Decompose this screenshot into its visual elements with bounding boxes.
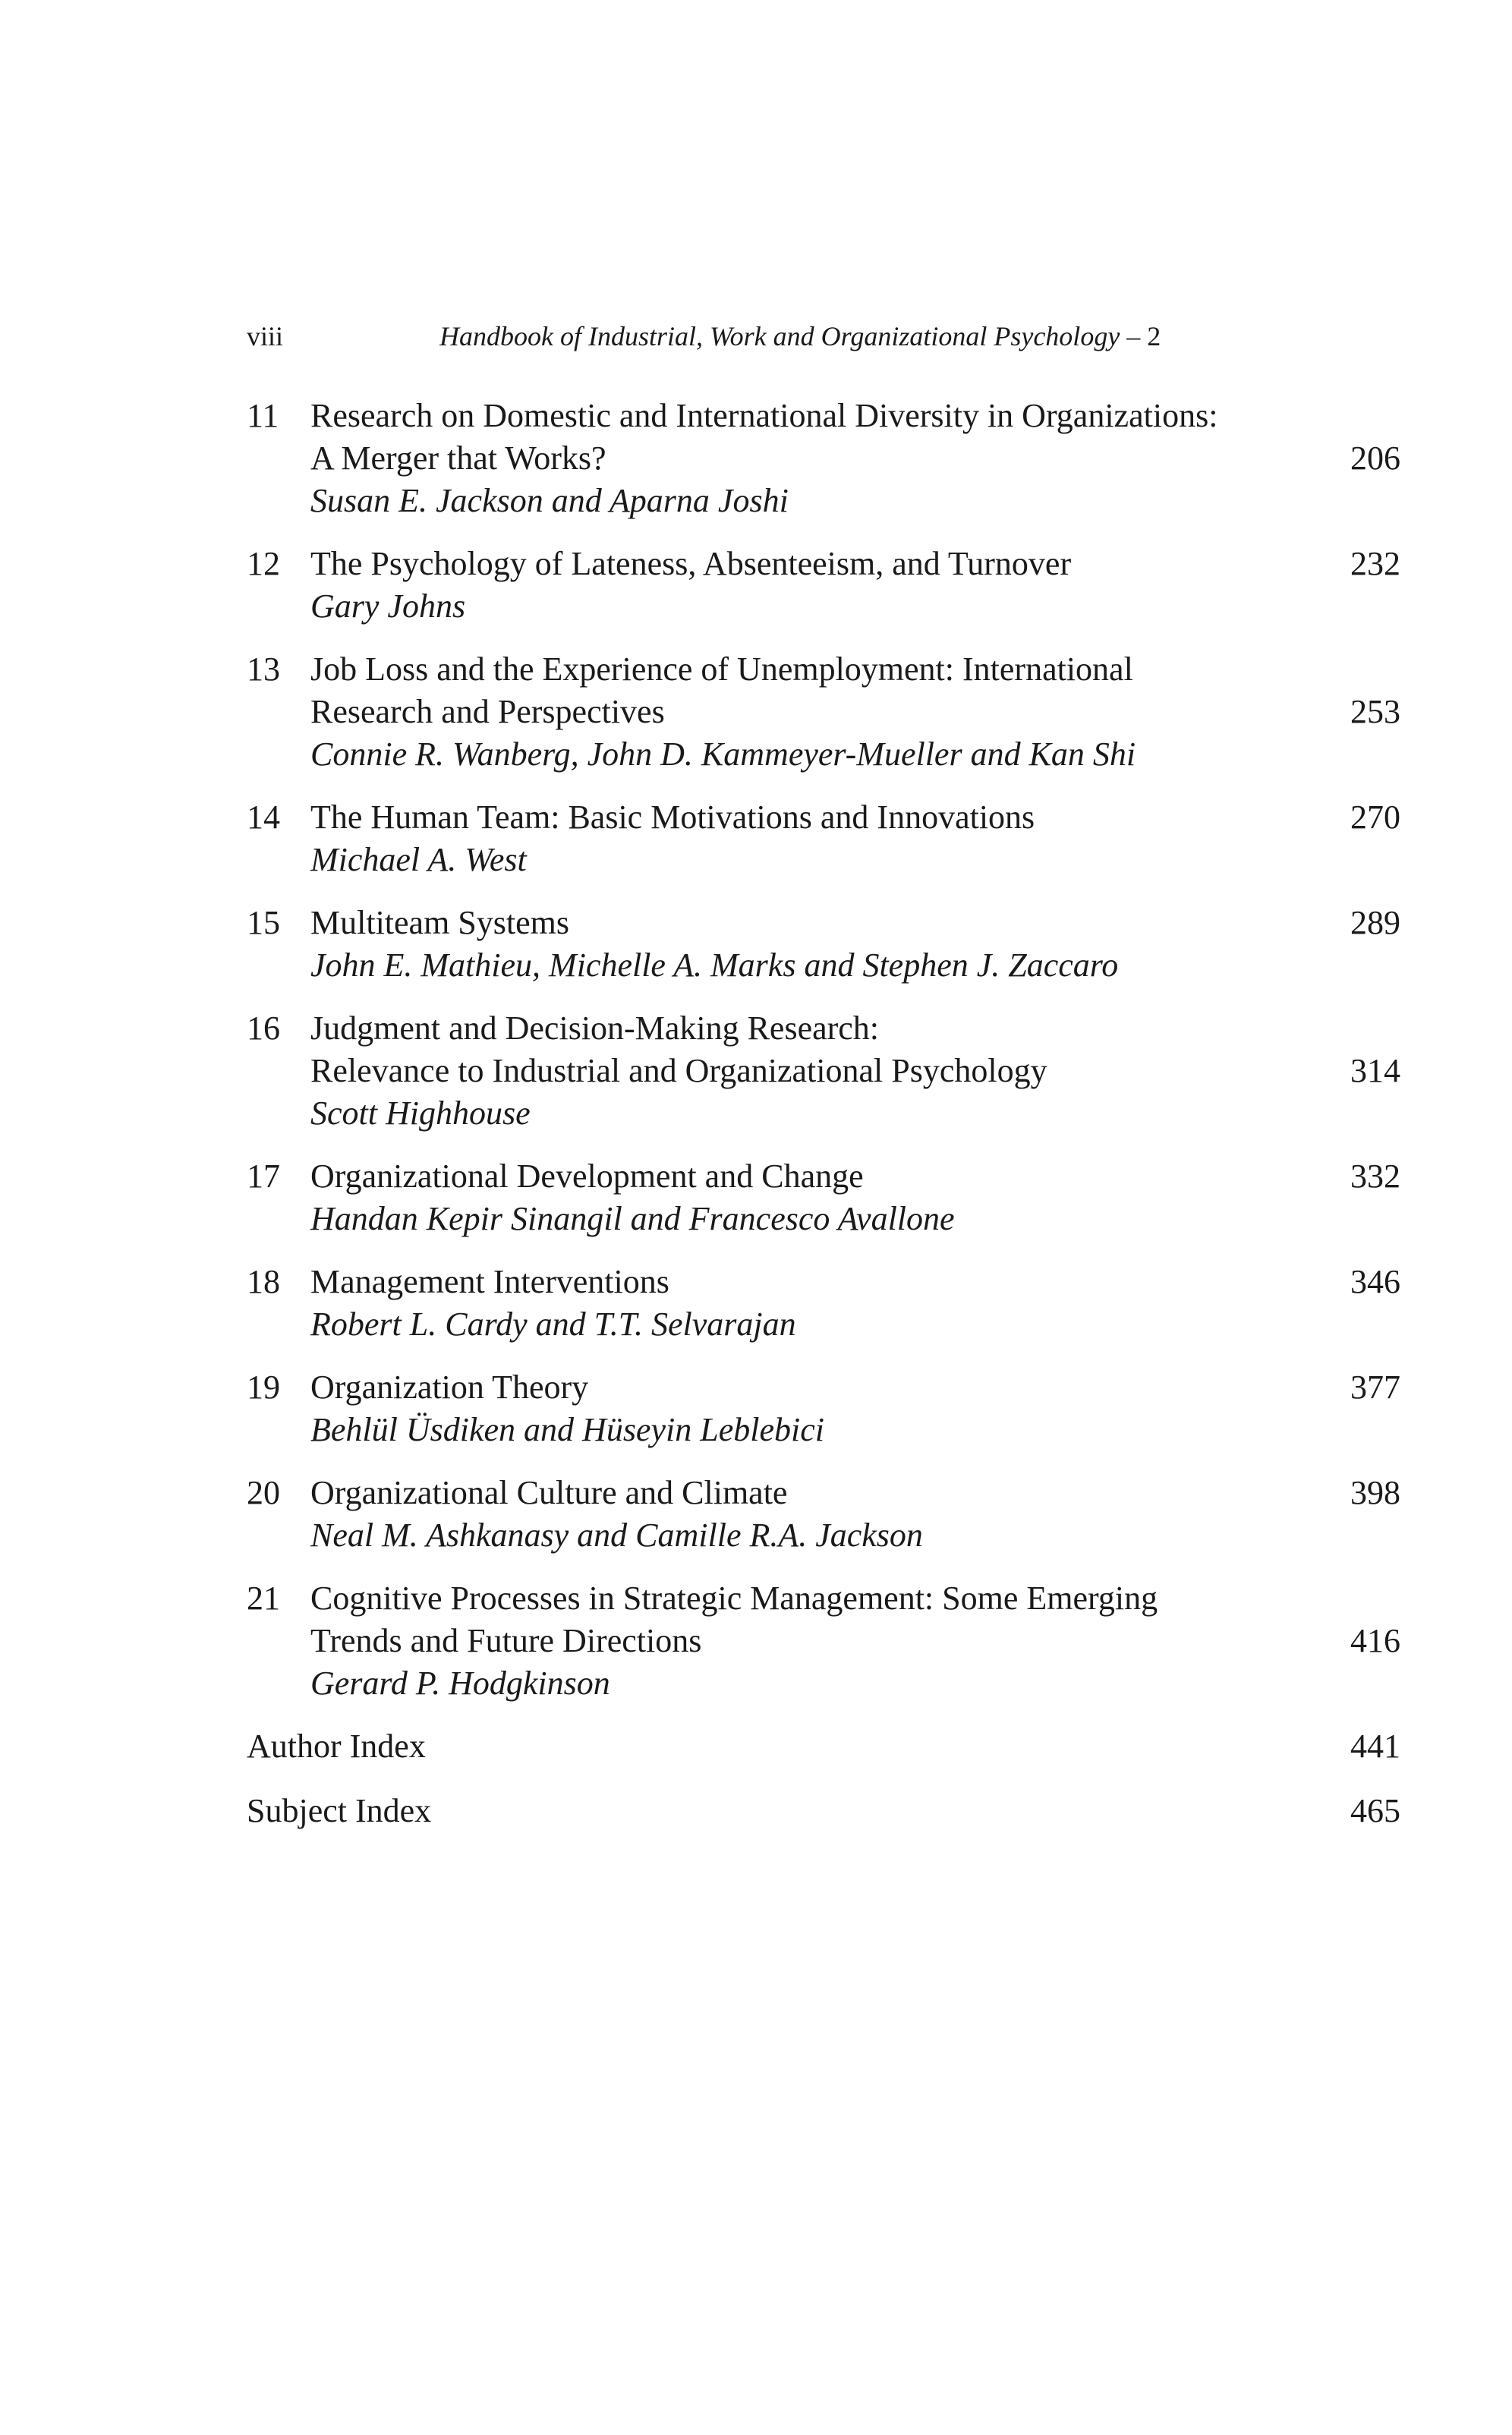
chapter-page-number: 314 [1350, 1052, 1400, 1089]
running-header [247, 317, 1400, 355]
chapter-title-line: Management Interventions [310, 1263, 669, 1300]
chapter-authors: Connie R. Wanberg, John D. Kammeyer-Mueller and Kan Shi [310, 736, 1136, 773]
chapter-page-number: 253 [1350, 693, 1400, 730]
chapter-authors: Gerard P. Hodgkinson [310, 1665, 610, 1702]
chapter-page-number: 270 [1350, 799, 1400, 836]
chapter-number: 17 [247, 1158, 280, 1195]
chapter-title-line: Trends and Future Directions [310, 1622, 702, 1659]
chapter-title-line: The Human Team: Basic Motivations and Innovations [310, 799, 1035, 836]
toc-entry-author-index[interactable] [247, 1725, 1400, 1768]
chapter-body [310, 1155, 1287, 1240]
chapter-page-number: 289 [1350, 904, 1400, 941]
running-title-text: Handbook of Industrial, Work and Organizational Psychology [439, 321, 1120, 351]
chapter-number: 11 [247, 397, 279, 434]
chapter-number: 13 [247, 650, 280, 688]
chapter-body [310, 796, 1287, 881]
chapter-title-line: Cognitive Processes in Strategic Management: Some Emerging [310, 1580, 1158, 1617]
toc-entry-chapter-12[interactable] [247, 543, 1400, 628]
index-page-number: 441 [1350, 1728, 1400, 1765]
toc-entry-chapter-19[interactable] [247, 1366, 1400, 1451]
chapter-page-number: 332 [1350, 1158, 1400, 1195]
running-title [439, 317, 1161, 355]
chapter-authors: Handan Kepir Sinangil and Francesco Avallone [310, 1200, 955, 1237]
toc-entry-chapter-16[interactable] [247, 1007, 1400, 1135]
chapter-title-line: Relevance to Industrial and Organizational Psychology [310, 1052, 1047, 1089]
chapter-title-line: Judgment and Decision-Making Research: [310, 1010, 880, 1047]
chapter-title-line: Research and Perspectives [310, 693, 665, 730]
chapter-number: 19 [247, 1369, 280, 1406]
chapter-number: 21 [247, 1580, 280, 1617]
chapter-authors: Scott Highhouse [310, 1095, 531, 1132]
toc-entry-subject-index[interactable] [247, 1790, 1400, 1832]
toc-entry-chapter-21[interactable] [247, 1577, 1400, 1705]
chapter-number: 16 [247, 1010, 280, 1047]
chapter-title-line: Job Loss and the Experience of Unemployment: International [310, 650, 1133, 688]
chapter-body [310, 1261, 1287, 1346]
chapter-number: 12 [247, 545, 280, 582]
chapter-title-line: Multiteam Systems [310, 904, 569, 941]
chapter-page-number: 206 [1350, 439, 1400, 477]
toc-entry-chapter-18[interactable] [247, 1261, 1400, 1346]
chapter-number: 18 [247, 1263, 280, 1300]
toc-entry-chapter-17[interactable] [247, 1155, 1400, 1240]
index-page-number: 465 [1350, 1792, 1400, 1829]
toc-entry-chapter-11[interactable] [247, 395, 1400, 522]
chapter-title-line: Organizational Culture and Climate [310, 1474, 788, 1511]
chapter-body [310, 648, 1287, 776]
chapter-number: 20 [247, 1474, 280, 1511]
chapter-body [310, 543, 1287, 628]
chapter-authors: Susan E. Jackson and Aparna Joshi [310, 482, 789, 519]
chapter-authors: Michael A. West [310, 841, 527, 878]
chapter-number: 14 [247, 799, 280, 836]
chapter-authors: Gary Johns [310, 587, 466, 625]
chapter-body [310, 395, 1287, 522]
chapter-page-number: 377 [1350, 1369, 1400, 1406]
chapter-title-line: Organizational Development and Change [310, 1158, 864, 1195]
chapter-body [310, 1366, 1287, 1451]
chapter-number: 15 [247, 904, 280, 941]
toc-entry-chapter-14[interactable] [247, 796, 1400, 881]
chapter-authors: John E. Mathieu, Michelle A. Marks and Stephen J. Zaccaro [310, 947, 1119, 984]
chapter-title-line: A Merger that Works? [310, 439, 606, 477]
chapter-page-number: 346 [1350, 1263, 1400, 1300]
chapter-title-line: Organization Theory [310, 1369, 589, 1406]
chapter-authors: Behlül Üsdiken and Hüseyin Leblebici [310, 1411, 824, 1448]
table-of-contents [247, 395, 1400, 1854]
chapter-body [310, 902, 1287, 987]
index-label: Subject Index [247, 1792, 432, 1829]
page-folio: viii [247, 321, 284, 351]
chapter-body [310, 1007, 1287, 1135]
chapter-page-number: 232 [1350, 545, 1400, 582]
chapter-title-line: The Psychology of Lateness, Absenteeism, and Turnover [310, 545, 1072, 582]
chapter-body [310, 1472, 1287, 1557]
toc-entry-chapter-15[interactable] [247, 902, 1400, 987]
chapter-authors: Neal M. Ashkanasy and Camille R.A. Jackson [310, 1517, 923, 1554]
toc-entry-chapter-20[interactable] [247, 1472, 1400, 1557]
chapter-title-line: Research on Domestic and International Diversity in Organizations: [310, 397, 1218, 434]
chapter-body [310, 1577, 1287, 1705]
chapter-page-number: 398 [1350, 1474, 1400, 1511]
chapter-authors: Robert L. Cardy and T.T. Selvarajan [310, 1306, 796, 1343]
index-label: Author Index [247, 1728, 426, 1765]
toc-entry-chapter-13[interactable] [247, 648, 1400, 776]
chapter-page-number: 416 [1350, 1622, 1400, 1659]
running-title-volume: – 2 [1120, 321, 1161, 351]
